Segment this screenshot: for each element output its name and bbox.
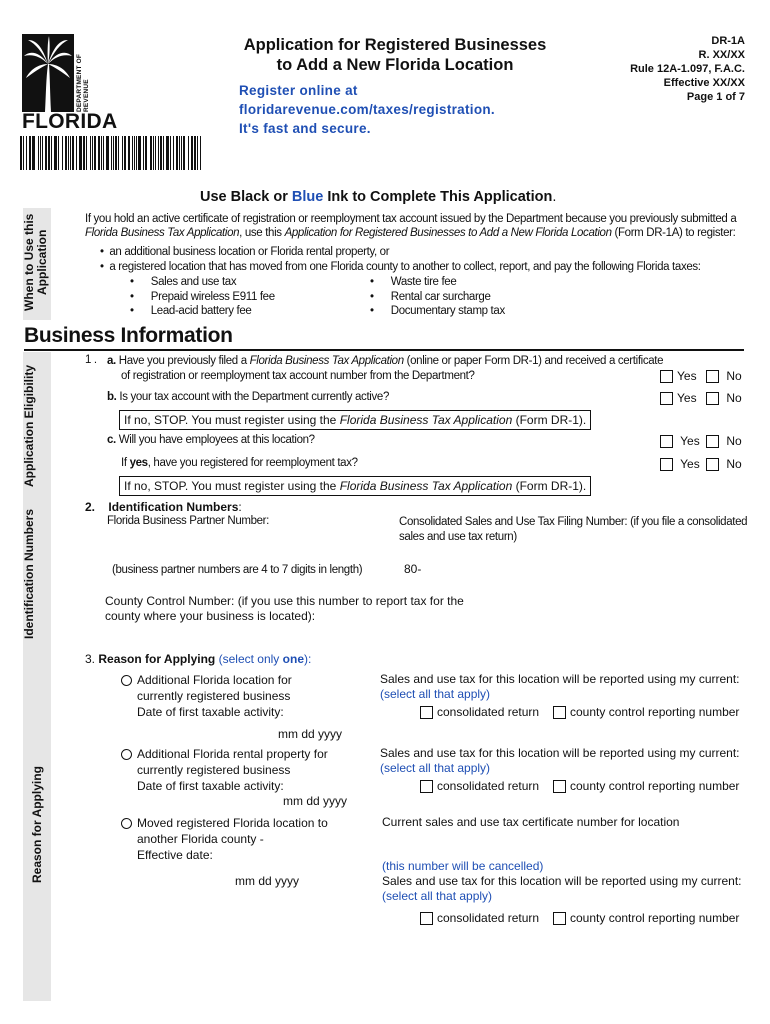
q1b-question: Is your tax account with the Department currently active? (119, 391, 389, 403)
opt3-cancelled-note: (this number will be cancelled) (382, 859, 544, 873)
register-line-3: It's fast and secure. (239, 121, 371, 136)
opt3-county-checkbox[interactable] (553, 912, 566, 925)
county-line-1: County Control Number: (if you use this number to report tax for the (105, 594, 464, 608)
ids-side-label: Identification Numbers (22, 509, 36, 640)
barcode-bar (138, 136, 141, 170)
opt1-line-2: currently registered business (137, 689, 291, 703)
barcode-bar (145, 136, 147, 170)
barcode-bar (90, 136, 91, 170)
barcode-bar (124, 136, 126, 170)
page-number: Page 1 of 7 (686, 91, 745, 103)
barcode-bar (83, 136, 85, 170)
bullet-2 (100, 261, 701, 273)
consolidated-label: consolidated return (437, 705, 540, 719)
q1a-yes-checkbox[interactable] (660, 370, 673, 383)
form-title (200, 35, 590, 75)
dept-of-revenue-text: DEPARTMENT OF REVENUE (76, 53, 90, 112)
barcode-bar (181, 136, 182, 170)
select-all-text: (select all that apply) (382, 889, 493, 903)
form-code: DR-1A (711, 35, 745, 47)
q1c-no-checkbox[interactable] (706, 435, 719, 448)
consol-label-1: Consolidated Sales and Use Tax Filing Number: (if you file a consolidated (399, 516, 748, 528)
stop-italic: Florida Business Tax Application (339, 413, 513, 427)
title-line-2: to Add a New Florida Location (276, 56, 514, 74)
opt2-consolidated-checkbox[interactable] (420, 780, 433, 793)
bp-hint: (business partner numbers are 4 to 7 digits in length) (112, 564, 363, 576)
consol-label (399, 515, 747, 545)
intro-text-1: If you hold an active certificate of registration or reemployment tax account issued by the Department because you previously submitted a (85, 213, 737, 225)
barcode-bar (62, 136, 63, 170)
q1d-no-checkbox[interactable] (706, 458, 719, 471)
bullet-2-text: a registered location that has moved from one Florida county to another to collect, report, and pay the following Florida taxes: (109, 261, 701, 273)
barcode-bar (51, 136, 52, 170)
stop-post: (Form DR-1). (515, 479, 587, 493)
opt2-line-1: Additional Florida rental property for (137, 747, 328, 761)
stop-italic: Florida Business Tax Application (339, 479, 513, 493)
q1d-pre: If (121, 457, 127, 469)
bullet-dot: • (100, 246, 104, 258)
sales-report-text: Sales and use tax for this location will be reported using my current: (380, 672, 740, 686)
opt2-county-checkbox[interactable] (553, 780, 566, 793)
opt2-sales-report (380, 746, 740, 776)
stop-post: (Form DR-1). (515, 413, 587, 427)
stop-pre: If no, STOP. You must register using the (124, 413, 337, 427)
opt2-county[interactable] (553, 779, 739, 793)
q1a-line-2: of registration or reemployment tax account number from the Department? (121, 369, 475, 382)
yes-label: Yes (680, 457, 700, 471)
bullet-dot: • (370, 276, 374, 288)
barcode-bar (76, 136, 77, 170)
q1c-letter: c. (107, 434, 116, 446)
intro-italic-3: Application for Registered Businesses to Add a New Florida Location (284, 227, 612, 239)
tax-tire: Waste tire fee (390, 276, 457, 288)
select-only-post: ): (304, 652, 312, 666)
tax-doc-stamp: Documentary stamp tax (390, 305, 505, 317)
tax-battery: Lead-acid battery fee (150, 305, 252, 317)
barcode-bar (128, 136, 130, 170)
barcode-bar (70, 136, 71, 170)
barcode-bar (122, 136, 123, 170)
register-online (239, 81, 495, 138)
stop-notice-2 (119, 476, 591, 496)
opt1-radio[interactable] (121, 675, 132, 686)
barcode-bar (115, 136, 117, 170)
barcode-bar (40, 136, 41, 170)
opt2-consolidated[interactable] (420, 779, 539, 793)
tax-item (130, 290, 275, 305)
barcode-bar (26, 136, 27, 170)
no-label: No (726, 434, 742, 448)
q1b-no[interactable] (706, 391, 742, 405)
bullet-dot: • (130, 290, 134, 303)
opt1-label (137, 672, 292, 720)
q1c-text (107, 434, 315, 446)
opt3-label (137, 815, 328, 863)
q1a-part-2: (online or paper Form DR-1) and received a certificate (406, 355, 664, 367)
barcode-bar (92, 136, 93, 170)
ids-title: Identification Numbers (108, 500, 239, 514)
q1a-italic: Florida Business Tax Application (249, 355, 404, 367)
q1c-yes[interactable] (660, 434, 700, 448)
reason-title: Reason for Applying (98, 652, 216, 666)
bullet-dot: • (100, 261, 104, 273)
barcode-bar (38, 136, 39, 170)
barcode-bar (68, 136, 69, 170)
opt3-date[interactable]: mm dd yyyy (235, 874, 300, 888)
barcode-bar (150, 136, 152, 170)
q1a-part-1: Have you previously filed a (118, 355, 247, 367)
ids-num: 2. (85, 500, 96, 514)
barcode-bar (191, 136, 193, 170)
register-link[interactable]: floridarevenue.com/taxes/registration. (239, 102, 495, 117)
select-all-text: (select all that apply) (380, 761, 491, 775)
opt3-line-3: Effective date: (137, 848, 213, 862)
barcode-bar (170, 136, 171, 170)
no-label: No (726, 391, 742, 405)
q1c-no[interactable] (706, 434, 742, 448)
barcode-bar (98, 136, 100, 170)
tax-sales-use: Sales and use tax (150, 276, 237, 288)
tax-item (370, 304, 505, 319)
when-side-label: When to Use this Application (22, 213, 49, 311)
opt1-county-checkbox[interactable] (553, 706, 566, 719)
intro-italic-1: Florida (85, 227, 118, 239)
no-label: No (726, 369, 742, 383)
ink-period: . (552, 189, 557, 205)
q1b-yes[interactable] (660, 391, 697, 405)
barcode-bar (86, 136, 87, 170)
q1a-no[interactable] (706, 369, 742, 383)
barcode-bar (113, 136, 114, 170)
taxes-right-list (370, 275, 505, 319)
bullet-1-text: an additional business location or Florida rental property, or (109, 246, 390, 258)
barcode-bar (176, 136, 178, 170)
section-rule (24, 349, 744, 351)
opt3-current-cert: Current sales and use tax certificate number for location (382, 815, 680, 829)
barcode-bar (106, 136, 109, 170)
q1a-yes[interactable] (660, 369, 697, 383)
q1-number: 1 . (85, 354, 97, 366)
barcode-bar (103, 136, 104, 170)
bullet-dot: • (130, 276, 134, 288)
title-line-1: Application for Registered Businesses (243, 36, 547, 54)
register-line-1: Register online at (239, 83, 358, 98)
no-label: No (726, 457, 742, 471)
q1c-question: Will you have employees at this location? (118, 434, 315, 446)
county-control-label: county control reporting number (570, 705, 740, 719)
q1d-yes[interactable] (660, 457, 700, 471)
select-one: one (282, 652, 304, 666)
barcode-bar (23, 136, 24, 170)
intro-italic-2: Business Tax Application (120, 227, 240, 239)
consol-prefix[interactable]: 80- (404, 562, 422, 576)
q1b-yes-checkbox[interactable] (660, 392, 673, 405)
barcode-bar (118, 136, 119, 170)
bullet-1 (100, 246, 389, 258)
barcode-bar (188, 136, 189, 170)
barcode-bar (48, 136, 50, 170)
reason-heading (85, 652, 311, 666)
yes-label: Yes (677, 391, 697, 405)
barcode-bar (143, 136, 144, 170)
barcode-bar (179, 136, 180, 170)
opt2-radio[interactable] (121, 749, 132, 760)
barcode-bar (29, 136, 31, 170)
consolidated-label: consolidated return (437, 911, 540, 925)
form-effective: Effective XX/XX (663, 77, 745, 89)
opt3-county[interactable] (553, 911, 739, 925)
opt1-line-3: Date of first taxable activity: (137, 705, 284, 719)
barcode-bar (111, 136, 112, 170)
q1c-yes-checkbox[interactable] (660, 435, 673, 448)
opt1-sales-report (380, 672, 740, 702)
barcode-bar (58, 136, 59, 170)
reason-num: 3. (85, 652, 96, 666)
opt1-date[interactable]: mm dd yyyy (278, 727, 343, 741)
bullet-dot: • (130, 305, 134, 317)
q1a-line-1 (107, 354, 663, 369)
county-control-label: county control reporting number (570, 779, 740, 793)
eligibility-side-label: Application Eligibility (22, 365, 36, 488)
ids-colon: : (238, 500, 242, 514)
opt2-line-2: currently registered business (137, 763, 291, 777)
county-line-2: county where your business is located): (105, 609, 316, 623)
opt2-label (137, 746, 328, 794)
barcode-bar (166, 136, 169, 170)
q1d-text (121, 457, 358, 469)
barcode-bar (197, 136, 198, 170)
tax-rental-car: Rental car surcharge (390, 290, 491, 303)
barcode-bar (173, 136, 174, 170)
q1d-yes-checkbox[interactable] (660, 458, 673, 471)
q1d-yes-bold: yes (129, 457, 148, 469)
ink-pre: Use Black or (200, 189, 288, 205)
q1d-no[interactable] (706, 457, 742, 471)
yes-label: Yes (680, 434, 700, 448)
barcode-bar (183, 136, 185, 170)
q1b-text (107, 391, 389, 403)
barcode-bar (32, 136, 35, 170)
q1a-letter: a. (107, 355, 116, 367)
opt3-sales-report (382, 874, 742, 904)
barcode-bar (72, 136, 74, 170)
barcode (20, 136, 205, 170)
sales-report-text: Sales and use tax for this location will be reported using my current: (382, 874, 742, 888)
florida-palm-logo (22, 34, 74, 112)
barcode-bar (45, 136, 47, 170)
opt1-line-1: Additional Florida location for (137, 673, 292, 687)
q1a-text (107, 354, 663, 383)
florida-logo-text: FLORIDA (22, 110, 118, 133)
tax-item (130, 304, 275, 319)
opt3-line-2: another Florida county - (137, 832, 264, 846)
sales-report-text: Sales and use tax for this location will be reported using my current: (380, 746, 740, 760)
barcode-bar (163, 136, 164, 170)
intro-text-3: (Form DR-1A) to register: (614, 227, 736, 239)
barcode-bar (101, 136, 102, 170)
tax-item (370, 275, 505, 290)
opt3-line-1: Moved registered Florida location to (137, 816, 328, 830)
reason-side-label: Reason for Applying (30, 766, 44, 883)
opt3-radio[interactable] (121, 818, 132, 829)
barcode-bar (65, 136, 67, 170)
business-info-heading: Business Information (24, 324, 233, 347)
barcode-bar (20, 136, 22, 170)
county-control-label (105, 594, 464, 624)
form-revision: R. XX/XX (698, 49, 745, 61)
consolidated-label: consolidated return (437, 779, 540, 793)
form-rule: Rule 12A-1.097, F.A.C. (630, 63, 745, 75)
palm-tree-icon (22, 34, 74, 112)
consol-label-2: sales and use tax return) (399, 531, 517, 543)
select-all-text: (select all that apply) (380, 687, 491, 701)
when-intro (85, 212, 745, 240)
stop-pre: If no, STOP. You must register using the (124, 479, 337, 493)
bullet-dot: • (370, 290, 374, 303)
ink-blue: Blue (291, 189, 324, 205)
barcode-bar (160, 136, 162, 170)
barcode-bar (158, 136, 159, 170)
ink-post: Ink to Complete This Application (327, 189, 553, 205)
barcode-bar (200, 136, 201, 170)
barcode-bar (134, 136, 135, 170)
barcode-bar (79, 136, 82, 170)
q1b-no-checkbox[interactable] (706, 392, 719, 405)
ink-instruction (200, 189, 556, 205)
opt2-date[interactable]: mm dd yyyy (283, 794, 348, 808)
tax-item (370, 290, 505, 305)
taxes-left-list (130, 275, 275, 319)
bp-label: Florida Business Partner Number: (107, 515, 270, 527)
tax-e911: Prepaid wireless E911 fee (150, 290, 275, 303)
barcode-bar (194, 136, 196, 170)
barcode-bar (153, 136, 154, 170)
opt1-consolidated[interactable] (420, 705, 539, 719)
opt1-county[interactable] (553, 705, 739, 719)
barcode-bar (155, 136, 156, 170)
q1b-letter: b. (107, 391, 117, 403)
county-control-label: county control reporting number (570, 911, 740, 925)
barcode-bar (42, 136, 43, 170)
barcode-bar (94, 136, 96, 170)
opt3-consolidated-checkbox[interactable] (420, 912, 433, 925)
bullet-dot: • (370, 305, 374, 317)
q1d-post: , have you registered for reemployment tax? (147, 457, 358, 469)
stop-notice-1 (119, 410, 591, 430)
opt2-line-3: Date of first taxable activity: (137, 779, 284, 793)
select-only-pre: (select only (218, 652, 280, 666)
barcode-bar (132, 136, 133, 170)
barcode-bar (54, 136, 57, 170)
tax-item (130, 275, 275, 290)
barcode-bar (136, 136, 137, 170)
q1a-no-checkbox[interactable] (706, 370, 719, 383)
yes-label: Yes (677, 369, 697, 383)
opt1-consolidated-checkbox[interactable] (420, 706, 433, 719)
ids-heading (85, 500, 242, 514)
form-identifier (630, 34, 745, 104)
opt3-consolidated[interactable] (420, 911, 539, 925)
intro-text-2: , use this (239, 227, 282, 239)
